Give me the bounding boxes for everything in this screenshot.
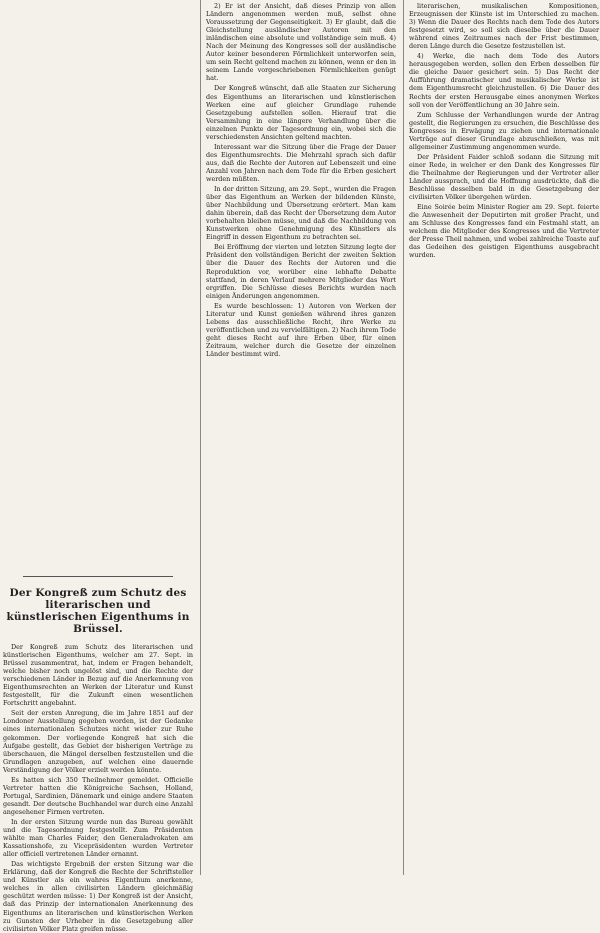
section-divider	[23, 576, 173, 577]
paragraph: Eine Soirée beim Minister Rogier am 29. Sept. feierte die Anwesenheit der Deputirten mit großer Pracht, und am Schlusse des Kongresses fand ein Festmahl statt, an welchem die Mitglieder des Kongresses und die Vertreter der Presse Theil nahmen, und wobei zahlreiche Toaste auf das Gedeihen des geistigen Eigenthums ausgebracht wurden.	[409, 203, 599, 260]
column-rule	[200, 0, 201, 875]
paragraph: In der dritten Sitzung, am 29. Sept., wurden die Fragen über das Eigenthum an Werken der bildenden Künste, über Nachbildung und Übersetzung erörtert. Man kam dahin überein, daß das Recht der Übersetzung dem Autor vorbehalten bleiben müsse, und daß die Nachbildung von Kunstwerken ohne Genehmigung des Künstlers als Eingriff in dessen Eigenthum zu betrachten sei.	[206, 185, 396, 242]
paragraph: 4) Werke, die nach dem Tode des Autors herausgegeben werden, sollen den Erben desselben für die gleiche Dauer gesichert sein. 5) Das Recht der Aufführung dramatischer und musikalischer Werke ist dem Eigenthumsrecht gleichzustellen. 6) Die Dauer des Rechts der ersten Herausgabe eines anonymen Werkes soll von der Veröffentlichung an 30 Jahre sein.	[409, 52, 599, 109]
column-1	[3, 2, 193, 933]
paragraph: Es hatten sich 350 Theilnehmer gemeldet. Officielle Vertreter hatten die Königreiche Sachsen, Holland, Portugal, Sardinien, Dänemark und einige andere Staaten gesandt. Der deutsche Buchhandel war durch eine Anzahl angesehener Firmen vertreten.	[3, 775, 193, 816]
paragraph: 2) Er ist der Ansicht, daß dieses Prinzip von allen Ländern angenommen werden muß, selbst ohne Voraussetzung der Gegenseitigkeit. 3) Er glaubt, daß die Gleichstellung ausländischer Autoren mit den inländischen eine absolute und vollständige sein muß. 4) Nach der Meinung des Kongresses soll der ausländische Autor keiner besonderen Förmlichkeit unterworfen sein, um sein Recht geltend machen zu können, wenn er den in seinem Lande vorgeschriebenen Förmlichkeiten genügt hat.	[206, 2, 396, 83]
column-2	[206, 2, 396, 872]
paragraph: Der Kongreß wünscht, daß alle Staaten zur Sicherung des Eigenthums an literarischen und künstlerischen Werken eine auf gleicher Grundlage ruhende Gesetzgebung aufstellen sollen. Hierauf trat die Versammlung in eine längere Verhandlung über die einzelnen Punkte der Tagesordnung ein, wobei sich die verschiedensten Ansichten geltend machten.	[206, 84, 396, 141]
paragraph: Seit der ersten Anregung, die im Jahre 1851 auf der Londoner Ausstellung gegeben worden, ist der Gedanke eines internationalen Schutzes nicht wieder zur Ruhe gekommen. Der vorliegende Kongreß hat sich die Aufgabe gestellt, das Gebiet der bisherigen Verträge zu überschauen, die Mängel derselben festzustellen und die Grundlagen anzugeben, auf welchen eine dauernde Verständigung der Völker erzielt werden könnte.	[3, 709, 193, 774]
paragraph: Der Kongreß zum Schutz des literarischen und künstlerischen Eigenthums, welcher am 27. Sept. in Brüssel zusammentrat, hat, indem er Fragen behandelt, welche bisher noch ungelöst sind, und die Rechte der verschiedenen Länder in Bezug auf die Anerkennung von Eigenthumsrechten an Werken der Literatur und Kunst festgestellt, für die Zukunft einen wesentlichen Fortschritt angebahnt.	[3, 643, 193, 708]
paragraph: Es wurde beschlossen: 1) Autoren von Werken der Literatur und Kunst genießen während ihres ganzen Lebens das ausschließliche Recht, ihre Werke zu veröffentlichen und zu vervielfältigen. 2) Nach ihrem Tode geht dieses Recht auf ihre Erben über, für einen Zeitraum, welcher durch die Gesetze der einzelnen Länder bestimmt wird.	[206, 301, 396, 358]
paragraph: Zum Schlusse der Verhandlungen wurde der Antrag gestellt, die Regierungen zu ersuchen, die Beschlüsse des Kongresses in Erwägung zu ziehen und internationale Verträge auf dieser Grundlage abzuschließen, was mit allgemeiner Zustimmung angenommen wurde.	[409, 110, 599, 151]
paragraph: Der Präsident Faider schloß sodann die Sitzung mit einer Rede, in welcher er den Dank des Kongresses für die Theilnahme der Regierungen und der Vertreter aller Länder aussprach, und die Hoffnung ausdrückte, daß die Beschlüsse desselben bald in die Gesetzgebung der civilisirten Völker übergehen würden.	[409, 152, 599, 202]
article-headline: Der Kongreß zum Schutz des literarischen und künstlerischen Eigenthums in Brüssel.	[6, 587, 190, 635]
paragraph: Interessant war die Sitzung über die Frage der Dauer des Eigenthumsrechts. Die Mehrzahl sprach sich dafür aus, daß die Rechte der Autoren auf Lebenszeit und eine Anzahl von Jahren nach dem Tode für die Erben gesichert werden müßten.	[206, 142, 396, 183]
paragraph: Das wichtigste Ergebniß der ersten Sitzung war die Erklärung, daß der Kongreß die Rechte der Schriftsteller und Künstler als ein wahres Eigenthum anerkenne, welches in allen civilisirten Ländern gleichmäßig geschützt werden müsse: 1) Der Kongreß ist der Ansicht, daß das Prinzip der internationalen Anerkennung des Eigenthums an literarischen und künstlerischen Werken zu Gunsten der Urheber in die Gesetzgebung aller civilisirten Völker Platz greifen müsse.	[3, 860, 193, 933]
paragraph: In der ersten Sitzung wurde nun das Bureau gewählt und die Tagesordnung festgestellt. Zum Präsidenten wählte man Charles Faider, den Generaladvokaten am Kassationshofe, zu Vicepräsidenten wurden Vertreter aller officiell vertretenen Länder ernannt.	[3, 817, 193, 859]
paragraph: literarischen, musikalischen Kompositionen, Erzeugnissen der Künste ist im Unterschied zu machen. 3) Wenn die Dauer des Rechts nach dem Tode des Autors festgesetzt wird, so soll sich dieselbe über die Dauer während eines Zeitraumes nach der Frist bestimmen, deren Länge durch die Gesetze festzustellen ist.	[409, 2, 599, 51]
paragraph: Bei Eröffnung der vierten und letzten Sitzung legte der Präsident den vollständigen Bericht der zweiten Sektion über die Dauer des Rechts der Autoren und die Reproduktion vor, worüber eine lebhafte Debatte stattfand, in deren Verlauf mehrere Mitglieder das Wort ergriffen. Die Schlüsse dieses Berichts wurden nach einigen Änderungen angenommen.	[206, 243, 396, 300]
column-rule	[403, 0, 404, 875]
column-1-upper-text	[3, 2, 193, 572]
column-3	[409, 2, 599, 622]
